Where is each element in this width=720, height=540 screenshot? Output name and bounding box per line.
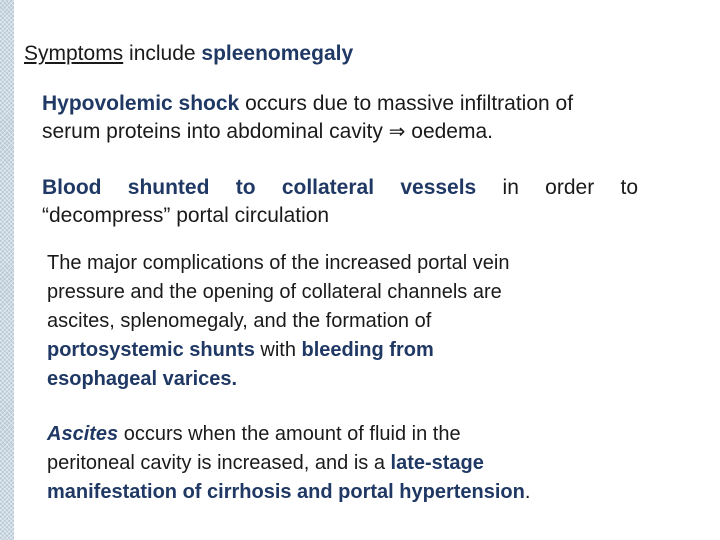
late-stage-term: late-stage [390,452,484,474]
paragraph-ascites [47,420,647,507]
blood-shunted-line1-rest: in order to [476,176,638,199]
hypovolemic-shock-term: Hypovolemic shock [42,92,240,115]
symptoms-highlight: spleenomegaly [201,42,354,65]
ascites-line1: occurs when the amount of fluid in the [118,423,461,445]
complications-mid: with [254,339,302,361]
decorative-side-strip [0,0,14,540]
blood-shunted-term: Blood shunted to collateral vessels [42,176,477,199]
paragraph-blood-shunted-line2 [42,202,329,230]
paragraph-blood-shunted-line1 [42,174,638,202]
esophageal-varices-term: esophageal varices. [47,368,238,390]
ascites-line2: peritoneal cavity is increased, and is a [47,452,391,474]
ascites-term: Ascites [47,423,119,445]
portosystemic-shunts-term: portosystemic shunts [47,339,255,361]
hypovolemic-line2-end: oedema. [405,120,493,143]
paragraph-major-complications [47,249,647,394]
manifestation-term: manifestation of cirrhosis and portal hypertension [47,481,525,503]
paragraph-hypovolemic-shock [42,90,652,146]
bleeding-term: bleeding from [301,339,434,361]
complications-line1: The major complications of the increased portal vein [47,252,510,274]
implies-arrow-icon: ⇒ [388,121,406,143]
blood-shunted-line2: “decompress” portal circulation [42,204,330,227]
ascites-end: . [524,481,531,503]
complications-line2: pressure and the opening of collateral channels are [47,281,502,303]
hypovolemic-line1: occurs due to massive infiltration of [239,92,574,115]
symptoms-text: include [123,42,202,65]
complications-line3: ascites, splenomegaly, and the formation of [47,310,432,332]
paragraph-symptoms [24,40,353,68]
hypovolemic-line2: serum proteins into abdominal cavity [42,120,389,143]
symptoms-term: Symptoms [24,42,124,65]
